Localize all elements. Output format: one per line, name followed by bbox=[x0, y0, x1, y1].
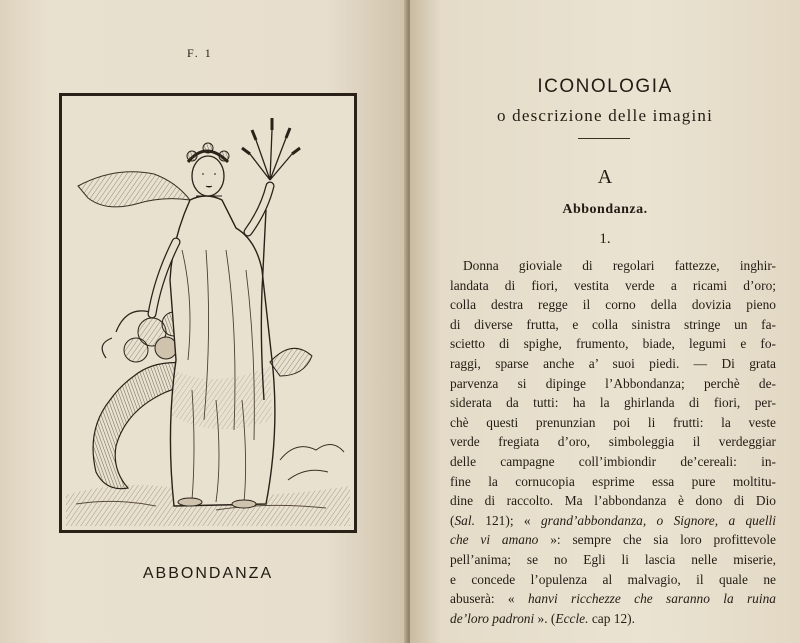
body-line bbox=[450, 609, 776, 629]
body-line bbox=[450, 276, 776, 296]
body-text-segment: e concede l’opulenza al malvagio, il quale ne bbox=[450, 571, 776, 587]
body-text-segment: delle campagne coll’imbiondir de’cereali: in- bbox=[450, 453, 776, 469]
body-line bbox=[450, 256, 776, 276]
body-line bbox=[450, 472, 776, 492]
body-text-segment: cap 12). bbox=[588, 610, 635, 626]
body-text-segment: »: sempre che sia loro profittevole bbox=[538, 532, 776, 548]
body-text-segment: fine la cornucopia esprime essa pure moltitu- bbox=[450, 473, 776, 489]
book-title: ICONOLOGIA bbox=[537, 76, 673, 97]
entry-number: 1. bbox=[599, 231, 611, 247]
body-text-segment: raggi, sparse anche a’ suoi piedi. — Di grata bbox=[450, 355, 776, 371]
body-text-segment: de’loro padroni bbox=[450, 610, 535, 626]
body-text-segment: grand’abbondanza, o Signore, a quelli bbox=[540, 512, 776, 528]
body-line bbox=[450, 550, 776, 570]
body-line bbox=[450, 452, 776, 472]
body-text-segment: 121); « bbox=[474, 512, 541, 528]
section-letter: A bbox=[597, 166, 613, 188]
body-line bbox=[450, 530, 776, 550]
body-line bbox=[450, 589, 776, 609]
body-line bbox=[450, 315, 776, 335]
body-line bbox=[450, 491, 776, 511]
body-text-segment: Sal. bbox=[454, 512, 475, 528]
body-text-segment: abuserà: « bbox=[450, 591, 528, 607]
divider-rule bbox=[578, 138, 630, 139]
plate-number: F. 1 bbox=[187, 46, 213, 60]
body-text-segment: che vi amano bbox=[450, 532, 539, 548]
body-line bbox=[450, 374, 776, 394]
body-text-segment: Donna gioviale di regolari fattezze, inghir- bbox=[463, 258, 776, 273]
body-line bbox=[450, 511, 776, 531]
body-text-segment: chè questi prenunzian poi li frutti: la veste bbox=[450, 414, 776, 430]
right-page bbox=[410, 0, 800, 643]
body-text-segment: Eccle. bbox=[555, 610, 589, 626]
body-line bbox=[450, 354, 776, 374]
body-line bbox=[450, 295, 776, 315]
body-text-segment: pell’anima; se no Egli li lascia nelle miserie, bbox=[450, 551, 776, 567]
body-text-segment: hanvi ricchezze che saranno la ruina bbox=[527, 591, 776, 607]
body-text-segment: di diverse frutta, e colla sinistra stringe un fa- bbox=[450, 316, 776, 332]
plate-caption: ABBONDANZA bbox=[142, 565, 274, 582]
body-text-segment: verde fregiata d’oro, simboleggia il verdeggiar bbox=[450, 434, 776, 450]
body-text-segment: dine di raccolto. Ma l’abbondanza è dono di Dio bbox=[450, 493, 776, 509]
body-text-segment: scietto di spighe, frumento, biade, legumi e fo- bbox=[450, 336, 776, 352]
entry-body bbox=[450, 256, 776, 628]
body-text-segment: landata di fiori, vestita verde a ricami d’oro; bbox=[450, 277, 776, 293]
abbondanza-engraving bbox=[66, 100, 350, 526]
illustration-frame bbox=[59, 93, 357, 533]
body-text-segment: ( bbox=[450, 512, 455, 528]
body-text-segment: colla destra regge il corno della dovizia pieno bbox=[450, 297, 776, 313]
body-line bbox=[450, 413, 776, 433]
entry-title: Abbondanza. bbox=[562, 202, 648, 217]
body-line bbox=[450, 432, 776, 452]
book-subtitle: o descrizione delle imagini bbox=[496, 106, 714, 125]
body-text-segment: ». ( bbox=[534, 610, 556, 626]
body-text-segment: parvenza si dipinge l’Abbondanza; perchè de- bbox=[450, 375, 776, 391]
body-line bbox=[450, 334, 776, 354]
body-line bbox=[450, 570, 776, 590]
body-text-segment: siderata da tutti: ha la ghirlanda di fiori, per- bbox=[450, 395, 776, 411]
body-line bbox=[450, 393, 776, 413]
